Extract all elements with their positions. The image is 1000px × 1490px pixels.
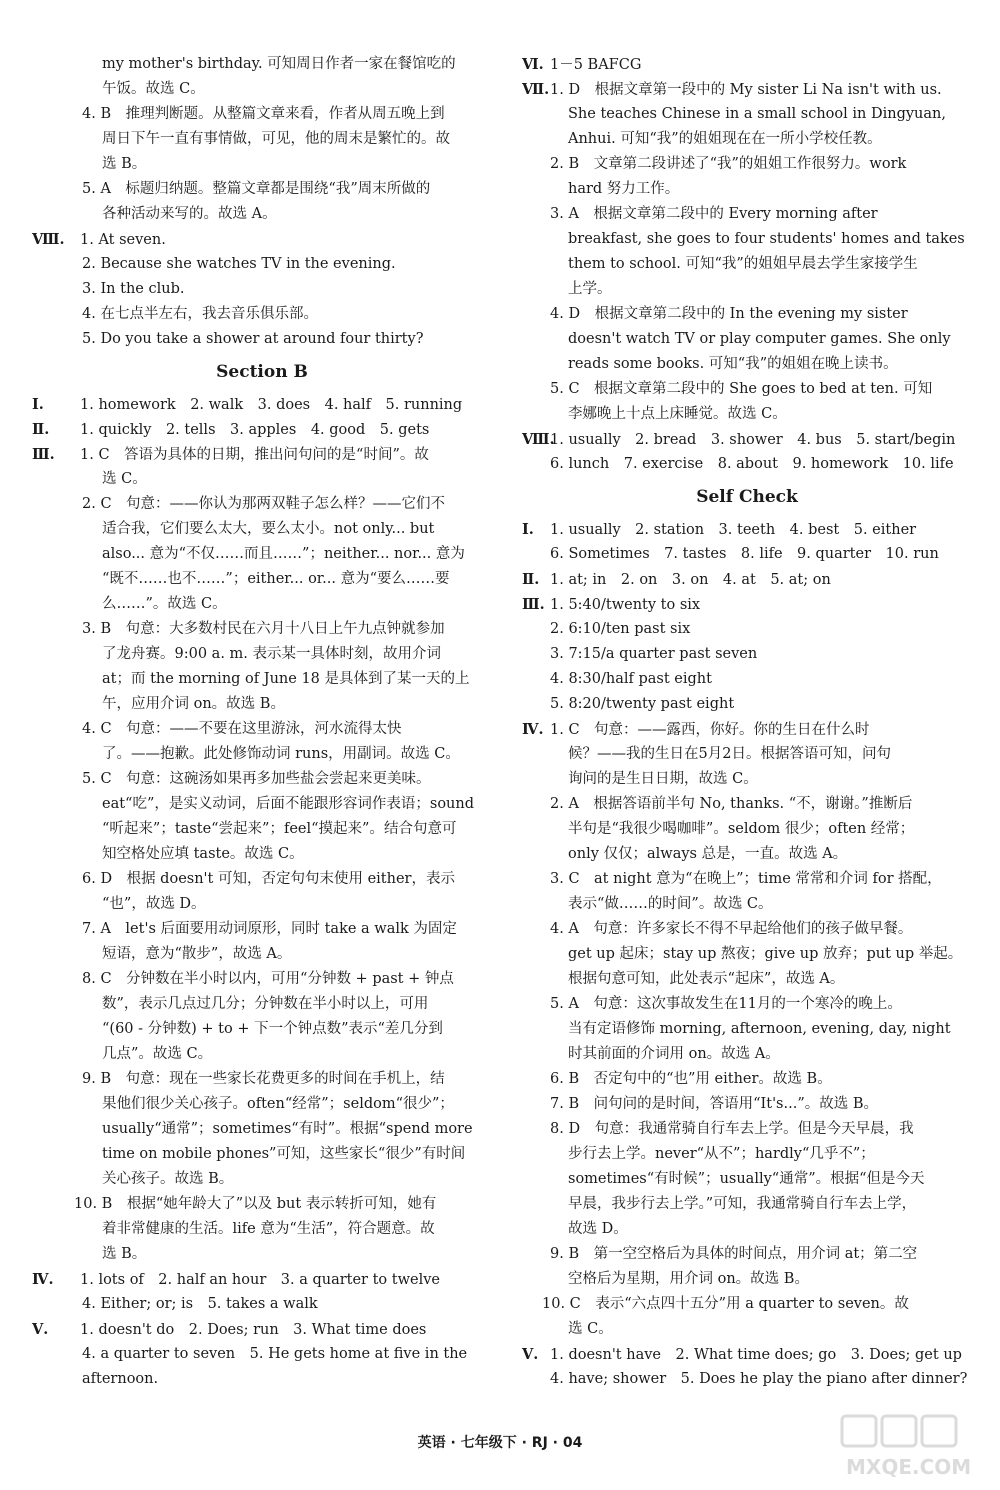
- watermark-box-2: [882, 1416, 916, 1446]
- answer-text: 上学。: [568, 281, 612, 297]
- answer-line: [518, 327, 976, 352]
- answer-line: [518, 617, 976, 642]
- answer-text: 2. B 文章第二段讲述了“我”的姐姐工作很努力。work: [550, 156, 907, 172]
- answer-line: [518, 817, 976, 842]
- answer-line: [28, 867, 496, 892]
- answer-text: 当有定语修饰 morning, afternoon, evening, day, night: [568, 1021, 951, 1037]
- section-heading: Self Check: [696, 487, 798, 507]
- answer-line: [28, 227, 496, 252]
- answer-line: [28, 467, 496, 492]
- answer-text: 几点”。故选 C。: [102, 1046, 213, 1062]
- section-number: Ⅰ.: [32, 396, 44, 413]
- answer-line: [518, 1017, 976, 1042]
- answer-line: [518, 767, 976, 792]
- answer-line: [28, 392, 496, 417]
- answer-line: [28, 842, 496, 867]
- answer-text: 4. D 根据文章第二段中的 In the evening my sister: [550, 306, 908, 322]
- answer-line: [518, 1217, 976, 1242]
- answer-line: [28, 992, 496, 1017]
- answer-text: 4. 8:30/half past eight: [550, 671, 712, 687]
- answer-line: [518, 692, 976, 717]
- answer-line: [28, 667, 496, 692]
- answer-text: 7. A let's 后面要用动词原形，同时 take a walk 为固定: [82, 921, 457, 937]
- answer-text: “听起来”；taste“尝起来”；feel“摸起来”。结合句意可: [102, 821, 457, 837]
- answer-line: [518, 1142, 976, 1167]
- answer-line: [28, 442, 496, 467]
- answer-text: Anhui. 可知“我”的姐姐现在在一所小学校任教。: [568, 131, 882, 147]
- answer-text: 1. At seven.: [80, 232, 166, 248]
- answer-line: [518, 452, 976, 477]
- answer-text: 1. C 句意：——露西，你好。你的生日在什么时: [550, 722, 870, 738]
- section-number: Ⅱ.: [522, 571, 540, 588]
- answer-text: 5. C 根据文章第二段中的 She goes to bed at ten. 可知: [550, 381, 933, 397]
- answer-line: [518, 352, 976, 377]
- answer-text: 2. Because she watches TV in the evening.: [82, 256, 396, 272]
- answer-line: [518, 1092, 976, 1117]
- answer-text: 周日下午一直有事情做，可见，他的周末是繁忙的。故: [102, 131, 450, 147]
- answer-text: 5. A 句意：这次事故发生在11月的一个寒冷的晚上。: [550, 996, 902, 1012]
- answer-text: 3. A 根据文章第二段中的 Every morning after: [550, 206, 878, 222]
- answer-line: [28, 77, 496, 102]
- answer-line: [28, 742, 496, 767]
- answer-text: 4. a quarter to seven 5. He gets home at five in the: [82, 1346, 468, 1362]
- answer-line: [28, 917, 496, 942]
- answer-text: 1. homework 2. walk 3. does 4. half 5. running: [80, 397, 463, 413]
- answer-line: [518, 1167, 976, 1192]
- answer-line: [28, 1042, 496, 1067]
- answer-line: [28, 1317, 496, 1342]
- answer-line: [28, 617, 496, 642]
- answer-text: 3. B 句意：大多数村民在六月十八日上午九点钟就参加: [82, 621, 445, 637]
- answer-text: 空格后为星期，用介词 on。故选 B。: [568, 1271, 809, 1287]
- answer-line: [28, 202, 496, 227]
- answer-line: [28, 102, 496, 127]
- answer-line: [518, 377, 976, 402]
- answer-text: 半句是“我很少喝咖啡”。seldom 很少；often 经常；: [568, 821, 915, 837]
- answer-text: “既不……也不……”；either... or... 意为“要么……要: [102, 571, 450, 587]
- answer-line: [28, 492, 496, 517]
- answer-line: [518, 1292, 976, 1317]
- answer-text: 1. usually 2. bread 3. shower 4. bus 5. start/begin: [550, 432, 956, 448]
- section-number: Ⅴ.: [32, 1321, 49, 1338]
- answer-line: [518, 1317, 976, 1342]
- answer-line: [28, 1117, 496, 1142]
- section-number: Ⅵ.: [522, 56, 544, 73]
- section-number: Ⅳ.: [522, 721, 544, 738]
- answer-line: [518, 992, 976, 1017]
- answer-line: [518, 592, 976, 617]
- answer-line: [28, 152, 496, 177]
- answer-line: [518, 102, 976, 127]
- answer-text: 询问的是生日日期，故选 C。: [568, 771, 758, 787]
- answer-text: breakfast, she goes to four students' homes and takes: [568, 231, 965, 247]
- answer-line: [518, 202, 976, 227]
- answer-line: [518, 867, 976, 892]
- section-number: Ⅳ.: [32, 1271, 54, 1288]
- answer-text: 4. Either; or; is 5. takes a walk: [82, 1296, 318, 1312]
- answer-line: [28, 517, 496, 542]
- answer-text: 2. C 句意：——你认为那两双鞋子怎么样？——它们不: [82, 496, 446, 512]
- answer-text: 1. doesn't have 2. What time does; go 3. Does; get up: [550, 1347, 962, 1363]
- answer-text: 6. D 根据 doesn't 可知，否定句句末使用 either，表示: [82, 871, 455, 887]
- page-footer: 英语 · 七年级下 · RJ · 04: [417, 1435, 583, 1451]
- answer-text: 9. B 句意：现在一些家长花费更多的时间在手机上，结: [82, 1071, 445, 1087]
- answer-text: them to school. 可知“我”的姐姐早晨去学生家接学生: [568, 256, 918, 272]
- answer-line: [518, 717, 976, 742]
- answer-text: usually“通常”；sometimes“有时”。根据“spend more: [102, 1121, 473, 1137]
- answer-line: [28, 1242, 496, 1267]
- answer-text: 2. A 根据答语前半句 No, thanks. “不，谢谢。”推断后: [550, 796, 913, 812]
- answer-text: afternoon.: [82, 1371, 159, 1387]
- answer-text: 么……”。故选 C。: [102, 596, 227, 612]
- answer-line: [518, 402, 976, 427]
- answer-text: 1. lots of 2. half an hour 3. a quarter to twelve: [80, 1272, 440, 1288]
- answer-line: [28, 1267, 496, 1292]
- answer-text: 5. Do you take a shower at around four thirty?: [82, 331, 424, 347]
- answer-text: 4. have; shower 5. Does he play the piano after dinner?: [550, 1371, 968, 1387]
- answer-text: 5. C 句意：这碗汤如果再多加些盐会尝起来更美味。: [82, 771, 431, 787]
- answer-text: 10. C 表示“六点四十五分”用 a quarter to seven。故: [542, 1296, 909, 1312]
- answer-text: at；而 the morning of June 18 是具体到了某一天的上: [102, 671, 470, 687]
- answer-text: 选 B。: [102, 156, 147, 172]
- answer-line: [518, 892, 976, 917]
- answer-text: 4. A 句意：许多家长不得不早起给他们的孩子做早餐。: [550, 921, 913, 937]
- answer-text: 了龙舟赛。9:00 a. m. 表示某一具体时刻，故用介词: [102, 646, 441, 662]
- answer-text: 6. Sometimes 7. tastes 8. life 9. quarter 10. run: [550, 546, 939, 562]
- section-number: Ⅲ.: [522, 596, 545, 613]
- section-number: Ⅲ.: [32, 446, 55, 463]
- answer-line: [28, 1292, 496, 1317]
- section-number: Ⅰ.: [522, 521, 534, 538]
- answer-line: [28, 1067, 496, 1092]
- answer-line: [28, 692, 496, 717]
- answer-line: [518, 427, 976, 452]
- answer-text: 短语，意为“散步”，故选 A。: [102, 946, 292, 962]
- answer-text: 8. D 句意：我通常骑自行车去上学。但是今天早晨，我: [550, 1121, 914, 1137]
- answer-text: 表示“做……的时间”。故选 C。: [568, 896, 773, 912]
- answer-text: 4. C 句意：——不要在这里游泳，河水流得太快: [82, 721, 402, 737]
- section-number: Ⅴ.: [522, 1346, 539, 1363]
- answer-text: 故选 D。: [568, 1221, 628, 1237]
- answer-text: 1. C 答语为具体的日期，推出问句问的是“时间”。故: [80, 447, 429, 463]
- answer-line: [518, 127, 976, 152]
- answer-line: [28, 327, 496, 352]
- answer-text: “(60 - 分钟数) + to + 下一个钟点数”表示“差几分到: [102, 1021, 443, 1037]
- answer-text: 了。——抱歉。此处修饰动词 runs，用副词。故选 C。: [102, 746, 460, 762]
- answer-line: [518, 1342, 976, 1367]
- answer-line: [518, 792, 976, 817]
- answer-line: [28, 592, 496, 617]
- answer-text: 午，应用介词 on。故选 B。: [102, 696, 285, 712]
- answer-text: 1. doesn't do 2. Does; run 3. What time does: [80, 1322, 427, 1338]
- answer-text: only 仅仅；always 总是，一直。故选 A。: [568, 846, 848, 862]
- answer-text: 6. B 否定句中的“也”用 either。故选 B。: [550, 1071, 832, 1087]
- answer-line: [28, 1342, 496, 1367]
- right-column: [518, 52, 976, 1392]
- answer-line: [28, 417, 496, 442]
- answer-line: [518, 567, 976, 592]
- answer-line: [28, 942, 496, 967]
- answer-line: [28, 967, 496, 992]
- answer-text: “也”，故选 D。: [102, 896, 206, 912]
- answer-line: [518, 227, 976, 252]
- answer-line: [518, 177, 976, 202]
- answer-text: 适合我，它们要么太大，要么太小。not only... but: [102, 521, 435, 537]
- watermark-box-1: [842, 1416, 876, 1446]
- answer-line: [518, 842, 976, 867]
- answer-line: [518, 1267, 976, 1292]
- answer-line: [518, 277, 976, 302]
- answer-line: [28, 817, 496, 842]
- answer-text: my mother's birthday. 可知周日作者一家在餐馆吃的: [102, 56, 456, 72]
- answer-text: 5. A 标题归纳题。整篇文章都是围绕“我”周末所做的: [82, 181, 431, 197]
- section-number: Ⅶ.: [522, 81, 550, 98]
- section-number: Ⅱ.: [32, 421, 50, 438]
- answer-line: [28, 1142, 496, 1167]
- answer-text: 4. 在七点半左右，我去音乐俱乐部。: [82, 306, 318, 322]
- answer-line: [518, 517, 976, 542]
- answer-line: [28, 1017, 496, 1042]
- answer-text: 着非常健康的生活。life 意为“生活”，符合题意。故: [102, 1221, 435, 1237]
- answer-line: [518, 1042, 976, 1067]
- answer-text: 4. B 推理判断题。从整篇文章来看，作者从周五晚上到: [82, 106, 445, 122]
- answer-line: [518, 302, 976, 327]
- answer-text: 5. 8:20/twenty past eight: [550, 696, 735, 712]
- answer-text: 1. usually 2. station 3. teeth 4. best 5. either: [550, 522, 917, 538]
- answer-text: 1. 5:40/twenty to six: [550, 597, 701, 613]
- answer-line: [518, 942, 976, 967]
- answer-line: [28, 1192, 496, 1217]
- answer-line: [28, 1167, 496, 1192]
- answer-line: [518, 252, 976, 277]
- answer-text: 午饭。故选 C。: [102, 81, 205, 97]
- answer-text: 1. D 根据文章第一段中的 My sister Li Na isn't with us.: [550, 82, 942, 98]
- section-number: Ⅷ.: [32, 231, 65, 248]
- answer-line: [518, 967, 976, 992]
- answer-text: 选 B。: [102, 1246, 147, 1262]
- answer-text: 1. at; in 2. on 3. on 4. at 5. at; on: [550, 572, 831, 588]
- answer-text: eat“吃”，是实义动词，后面不能跟形容词作表语；sound: [102, 796, 475, 812]
- answer-text: 1. quickly 2. tells 3. apples 4. good 5. gets: [80, 422, 430, 438]
- answer-line: [518, 542, 976, 567]
- answer-line: [518, 642, 976, 667]
- answer-text: hard 努力工作。: [568, 181, 680, 197]
- watermark-box-3: [922, 1416, 956, 1446]
- answer-text: 数”，表示几点过几分；分钟数在半小时以上，可用: [102, 996, 429, 1012]
- answer-text: 早晨，我步行去上学。”可知，我通常骑自行车去上学，: [568, 1196, 917, 1212]
- answer-text: 6. lunch 7. exercise 8. about 9. homework 10. life: [550, 456, 954, 472]
- answer-line: [518, 742, 976, 767]
- answer-text: 选 C。: [102, 471, 147, 487]
- answer-text: 各种活动来写的。故选 A。: [102, 206, 277, 222]
- answer-line: [518, 1367, 976, 1392]
- answer-text: 3. 7:15/a quarter past seven: [550, 646, 758, 662]
- answer-line: [28, 52, 496, 77]
- answer-line: [28, 542, 496, 567]
- answer-line: [28, 892, 496, 917]
- answer-text: doesn't watch TV or play computer games. She only: [568, 331, 951, 347]
- answer-line: [518, 1192, 976, 1217]
- answer-line: [28, 302, 496, 327]
- answer-line: [28, 277, 496, 302]
- answer-line: [518, 1067, 976, 1092]
- answer-line: [518, 52, 976, 77]
- answer-line: [28, 177, 496, 202]
- answer-text: 2. 6:10/ten past six: [550, 621, 691, 637]
- answer-text: reads some books. 可知“我”的姐姐在晚上读书。: [568, 356, 898, 372]
- answer-text: 关心孩子。故选 B。: [102, 1171, 234, 1187]
- answer-line: [28, 792, 496, 817]
- answer-text: She teaches Chinese in a small school in Dingyuan,: [568, 106, 946, 122]
- answer-text: time on mobile phones”可知，这些家长“很少”有时间: [102, 1146, 466, 1162]
- answer-line: [28, 127, 496, 152]
- answer-text: 10. B 根据“她年龄大了”以及 but 表示转折可知，她有: [74, 1196, 437, 1212]
- left-column: [28, 52, 496, 1392]
- answer-line: [518, 152, 976, 177]
- section-number: Ⅷ.: [522, 431, 555, 448]
- answer-line: [28, 1367, 496, 1392]
- answer-text: 7. B 问句问的是时间，答语用“It's...”。故选 B。: [550, 1096, 878, 1112]
- answer-text: get up 起床；stay up 熬夜；give up 放弃；put up 举起。: [568, 946, 963, 962]
- answer-text: also... 意为“不仅……而且……”；neither... nor... 意为: [102, 546, 465, 562]
- answer-line: [28, 717, 496, 742]
- answer-text: 3. C at night 意为“在晚上”；time 常常和介词 for 搭配，: [550, 871, 942, 887]
- answer-line: [28, 252, 496, 277]
- answer-text: 李娜晚上十点上床睡觉。故选 C。: [568, 406, 787, 422]
- answer-line: [28, 767, 496, 792]
- answer-text: 8. C 分钟数在半小时以内，可用“分钟数 + past + 钟点: [82, 971, 454, 987]
- answer-line: [28, 567, 496, 592]
- answer-line: [518, 667, 976, 692]
- answer-text: 根据句意可知，此处表示“起床”，故选 A。: [568, 971, 845, 987]
- answer-text: 果他们很少关心孩子。often“经常”；seldom“很少”；: [102, 1096, 454, 1112]
- answer-line: [518, 1242, 976, 1267]
- answer-text: 知空格处应填 taste。故选 C。: [102, 846, 304, 862]
- section-heading: Section B: [216, 362, 308, 382]
- answer-text: 3. In the club.: [82, 281, 185, 297]
- answer-line: [518, 917, 976, 942]
- answer-line: [518, 77, 976, 102]
- watermark-text: MXQE.COM: [846, 1455, 972, 1479]
- answer-line: [28, 642, 496, 667]
- answer-text: 步行去上学。never“从不”；hardly“几乎不”；: [568, 1146, 875, 1162]
- answer-line: [28, 1092, 496, 1117]
- answer-text: 时其前面的介词用 on。故选 A。: [568, 1046, 780, 1062]
- answer-line: [28, 1217, 496, 1242]
- answer-text: 9. B 第一空空格后为具体的时间点，用介词 at；第二空: [550, 1246, 918, 1262]
- answer-text: 候？——我的生日在5月2日。根据答语可知，问句: [568, 746, 891, 762]
- answer-line: [518, 1117, 976, 1142]
- answer-text: 1－5 BAFCG: [550, 57, 642, 73]
- watermark-logo: [836, 1412, 986, 1482]
- answer-text: sometimes“有时候”；usually“通常”。根据“但是今天: [568, 1171, 925, 1187]
- answer-text: 选 C。: [568, 1321, 613, 1337]
